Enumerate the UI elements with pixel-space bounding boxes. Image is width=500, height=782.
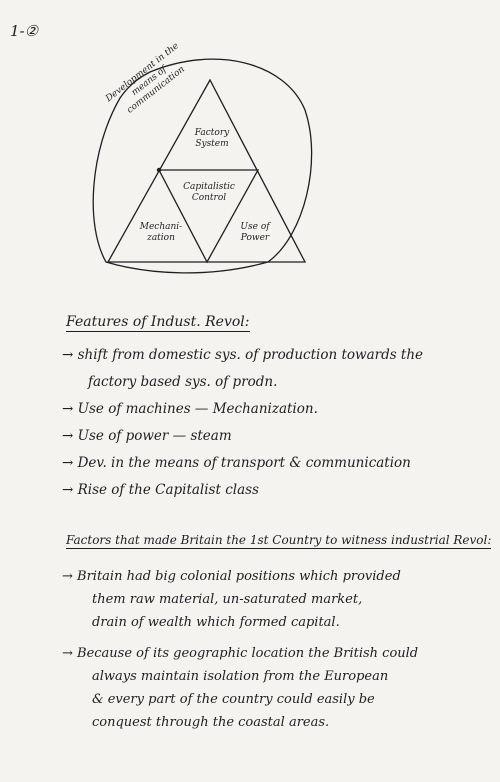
outer-circle-label: Development in the means of communication [104,41,187,116]
top-triangle-label: Factory System [194,128,230,149]
feature-line: → shift from domestic sys. of production towards the [62,347,424,363]
factor-line: conquest through the coastal areas. [92,715,330,730]
bottom-left-triangle-label: Mechani-zation [139,222,183,243]
center-triangle-label: Capitalistic Control [183,182,235,203]
vertex-dot [157,168,161,172]
feature-line: → Dev. in the means of transport & communication [62,455,411,471]
bottom-right-triangle-label: Use of Power [240,222,270,243]
industrial-revolution-diagram [0,0,500,300]
factor-line: drain of wealth which formed capital. [92,615,340,630]
feature-line: → Use of power — steam [62,428,232,444]
feature-line: → Rise of the Capitalist class [62,482,259,498]
factor-line: them raw material, un-saturated market, [92,592,363,607]
factors-heading: Factors that made Britain the 1st Country to witness industrial Revol: [66,533,492,547]
feature-line: → Use of machines — Mechanization. [62,401,318,417]
factor-line: always maintain isolation from the European [92,669,389,684]
factor-line: → Britain had big colonial positions which provided [62,569,401,584]
factor-line: & every part of the country could easily be [92,692,375,707]
page-number: 1-② [10,22,39,40]
factor-line: → Because of its geographic location the British could [62,646,419,661]
feature-line: factory based sys. of prodn. [88,374,278,390]
features-heading: Features of Indust. Revol: [66,314,250,330]
